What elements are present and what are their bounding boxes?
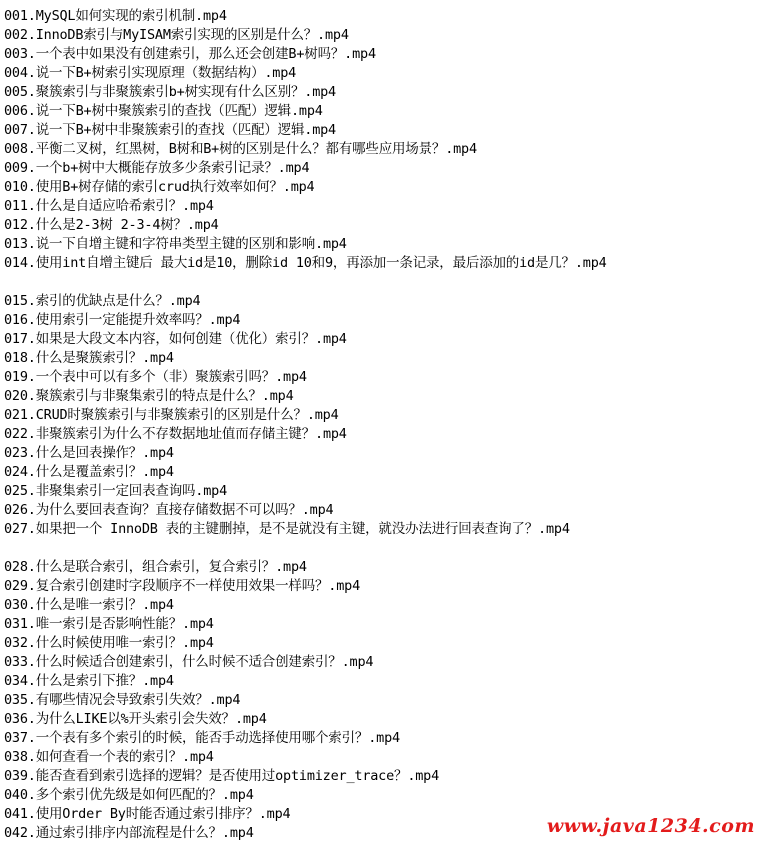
file-list-item[interactable]: 042.通过索引排序内部流程是什么？.mp4 bbox=[4, 825, 254, 841]
file-list-item[interactable]: 003.一个表中如果没有创建索引，那么还会创建B+树吗？.mp4 bbox=[4, 46, 376, 62]
file-list-item[interactable]: 008.平衡二叉树，红黑树，B树和B+树的区别是什么？都有哪些应用场景？.mp4 bbox=[4, 141, 477, 157]
file-list-item[interactable]: 017.如果是大段文本内容，如何创建（优化）索引？.mp4 bbox=[4, 331, 347, 347]
file-list-item[interactable]: 005.聚簇索引与非聚簇索引b+树实现有什么区别？.mp4 bbox=[4, 84, 336, 100]
file-list-item[interactable]: 041.使用Order By时能否通过索引排序？.mp4 bbox=[4, 806, 291, 822]
file-list-item[interactable]: 033.什么时候适合创建索引，什么时候不适合创建索引？.mp4 bbox=[4, 654, 374, 670]
file-list-item[interactable]: 023.什么是回表操作？.mp4 bbox=[4, 445, 174, 461]
file-list-item[interactable]: 035.有哪些情况会导致索引失效？.mp4 bbox=[4, 692, 241, 708]
file-list-item[interactable]: 001.MySQL如何实现的索引机制.mp4 bbox=[4, 8, 227, 24]
file-list-item[interactable]: 018.什么是聚簇索引？.mp4 bbox=[4, 350, 174, 366]
file-list-item[interactable]: 010.使用B+树存储的索引crud执行效率如何？.mp4 bbox=[4, 179, 315, 195]
file-list-item[interactable]: 004.说一下B+树索引实现原理（数据结构）.mp4 bbox=[4, 65, 297, 81]
file-list-item[interactable]: 027.如果把一个 InnoDB 表的主键删掉，是不是就没有主键，就没办法进行回表查询了？.mp4 bbox=[4, 521, 570, 537]
file-list-item[interactable]: 039.能否查看到索引选择的逻辑？是否使用过optimizer_trace？.mp4 bbox=[4, 768, 440, 784]
file-list-item[interactable]: 034.什么是索引下推？.mp4 bbox=[4, 673, 174, 689]
file-list-item[interactable]: 038.如何查看一个表的索引？.mp4 bbox=[4, 749, 214, 765]
file-list-item[interactable]: 040.多个索引优先级是如何匹配的？.mp4 bbox=[4, 787, 254, 803]
file-list-item[interactable]: 019.一个表中可以有多个（非）聚簇索引吗？.mp4 bbox=[4, 369, 307, 385]
file-list bbox=[4, 7, 769, 843]
watermark-logo: www.java1234.com bbox=[546, 815, 755, 837]
file-list-item[interactable]: 011.什么是自适应哈希索引？.mp4 bbox=[4, 198, 214, 214]
file-list-item[interactable]: 026.为什么要回表查询？直接存储数据不可以吗？.mp4 bbox=[4, 502, 334, 518]
file-list-item[interactable]: 015.索引的优缺点是什么？.mp4 bbox=[4, 293, 201, 309]
file-list-item[interactable]: 020.聚簇索引与非聚集索引的特点是什么？.mp4 bbox=[4, 388, 294, 404]
file-list-item[interactable]: 021.CRUD时聚簇索引与非聚簇索引的区别是什么？.mp4 bbox=[4, 407, 339, 423]
file-list-item[interactable]: 029.复合索引创建时字段顺序不一样使用效果一样吗？.mp4 bbox=[4, 578, 361, 594]
file-list-item[interactable]: 031.唯一索引是否影响性能？.mp4 bbox=[4, 616, 214, 632]
file-list-item[interactable]: 024.什么是覆盖索引？.mp4 bbox=[4, 464, 174, 480]
file-list-item[interactable]: 028.什么是联合索引，组合索引，复合索引？.mp4 bbox=[4, 559, 307, 575]
file-list-item[interactable]: 012.什么是2-3树 2-3-4树？.mp4 bbox=[4, 217, 219, 233]
file-list-item[interactable]: 030.什么是唯一索引？.mp4 bbox=[4, 597, 174, 613]
file-list-item[interactable]: 009.一个b+树中大概能存放多少条索引记录？.mp4 bbox=[4, 160, 310, 176]
file-list-item[interactable]: 006.说一下B+树中聚簇索引的查找（匹配）逻辑.mp4 bbox=[4, 103, 323, 119]
file-list-item[interactable]: 013.说一下自增主键和字符串类型主键的区别和影响.mp4 bbox=[4, 236, 347, 252]
file-list-item[interactable]: 016.使用索引一定能提升效率吗？.mp4 bbox=[4, 312, 241, 328]
file-list-item[interactable]: 007.说一下B+树中非聚簇索引的查找（匹配）逻辑.mp4 bbox=[4, 122, 336, 138]
file-list-item[interactable]: 036.为什么LIKE以%开头索引会失效？.mp4 bbox=[4, 711, 267, 727]
file-list-item[interactable]: 002.InnoDB索引与MyISAM索引实现的区别是什么？.mp4 bbox=[4, 27, 349, 43]
file-list-item[interactable]: 014.使用int自增主键后 最大id是10，删除id 10和9，再添加一条记录，最后添加的id是几？.mp4 bbox=[4, 255, 607, 271]
file-list-item[interactable]: 025.非聚集索引一定回表查询吗.mp4 bbox=[4, 483, 228, 499]
file-list-item[interactable]: 022.非聚簇索引为什么不存数据地址值而存储主键？.mp4 bbox=[4, 426, 347, 442]
file-list-item[interactable]: 037.一个表有多个索引的时候，能否手动选择使用哪个索引？.mp4 bbox=[4, 730, 400, 746]
file-list-item[interactable]: 032.什么时候使用唯一索引？.mp4 bbox=[4, 635, 214, 651]
